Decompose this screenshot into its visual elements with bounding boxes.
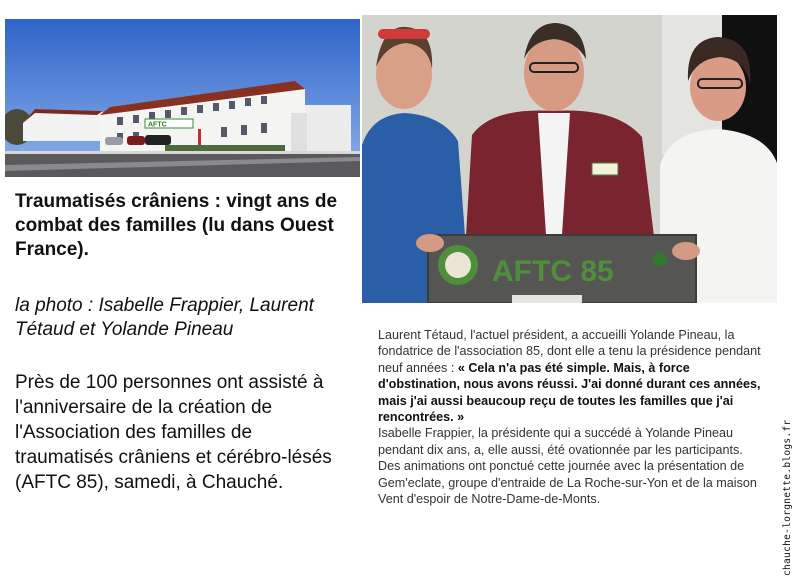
body-intro: Laurent Tétaud, l'actuel président, a accueilli Yolande Pineau, la fondatrice de l'association 85, dont elle a tenu la présidence pendant neuf années : [378, 328, 761, 375]
plaque-text: AFTC 85 [492, 255, 614, 288]
blog-signature: chauche-lorgnette.blogs.fr [782, 419, 793, 576]
body-paragraph-2: Isabelle Frappier, la présidente qui a succédé à Yolande Pineau pendant dix ans, a, elle aussi, été ovationnée par les participants. [378, 426, 743, 457]
body-quote: « Cela n'a pas été simple. Mais, à force d'obstination, nous avons réussi. J'ai donné durant ces années, mais j'ai aussi beaucoup reçu de toutes les familles que j'ai rencontrées. » [378, 360, 761, 425]
building-photo [5, 19, 360, 177]
body-paragraph-3: Des animations ont ponctué cette journée avec la présentation de Gem'eclate, groupe d'entraide de La Roche-sur-Yon et de la maison Vent d'espoir de Notre-Dame-de-Monts. [378, 459, 757, 507]
people-photo [362, 15, 777, 303]
building-sign-text: AFTC [148, 121, 167, 129]
article-lede: Près de 100 personnes ont assisté à l'anniversaire de la création de l'Association des familles de traumatisés crâniens et cérébro-lésés (AFTC 85), samedi, à Chauché. [15, 372, 332, 493]
body-paragraph-1 [378, 327, 763, 425]
photo-caption: la photo : Isabelle Frappier, Laurent Tétaud et Yolande Pineau [15, 295, 314, 340]
article-headline: Traumatisés crâniens : vingt ans de combat des familles (lu dans Ouest France). [15, 191, 338, 260]
article-body [378, 327, 763, 507]
